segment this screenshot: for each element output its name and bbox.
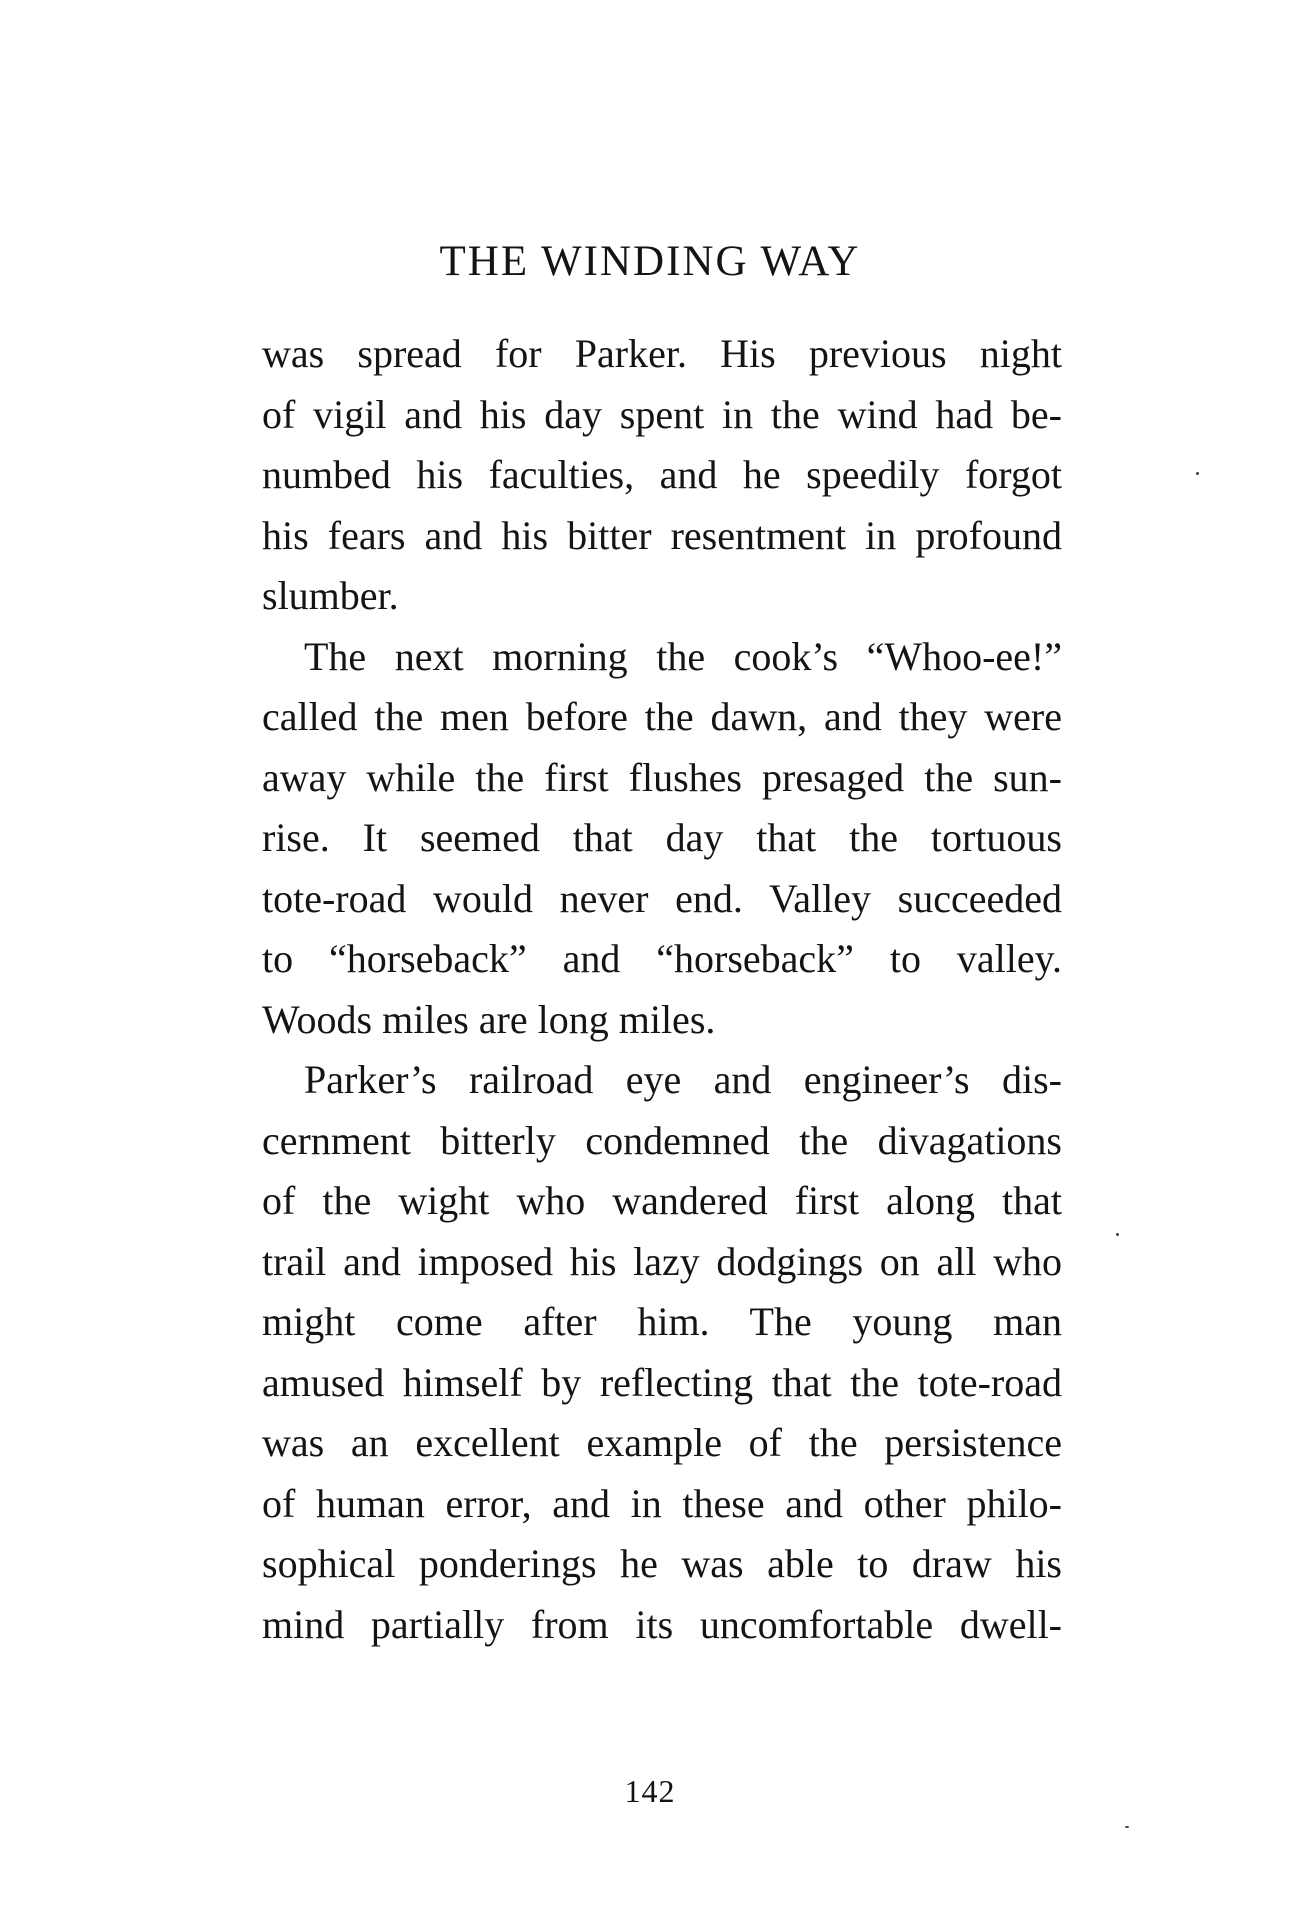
text-line: sophical ponderings he was able to draw his	[262, 1541, 1062, 1586]
text-line: might come after him. The young man	[262, 1299, 1062, 1344]
running-head: THE WINDING WAY	[439, 238, 861, 285]
text-line: Parker’s railroad eye and engineer’s dis-	[304, 1057, 1062, 1102]
text-line: slumber.	[262, 573, 399, 618]
text-line: tote-road would never end. Valley succeeded	[262, 875, 1062, 921]
text-line: The next morning the cook’s “Whoo-ee!”	[304, 633, 1062, 679]
page-number: 142	[624, 1773, 676, 1809]
text-line: was an excellent example of the persistence	[262, 1420, 1062, 1465]
text-line: of human error, and in these and other philo-	[262, 1480, 1062, 1526]
text-line: numbed his faculties, and he speedily forgot	[262, 452, 1062, 497]
text-line: cernment bitterly condemned the divagations	[262, 1117, 1062, 1163]
body-text	[262, 324, 1062, 1655]
text-line: Woods miles are long miles.	[262, 996, 716, 1042]
text-line: amused himself by reflecting that the tote-road	[262, 1359, 1062, 1405]
scan-speck	[1116, 1233, 1119, 1236]
text-line: to “horseback” and “horseback” to valley.	[262, 936, 1062, 981]
text-line: called the men before the dawn, and they were	[262, 694, 1062, 739]
text-line: mind partially from its uncomfortable dwell-	[262, 1601, 1062, 1647]
scan-speck	[1196, 472, 1199, 475]
text-line: his fears and his bitter resentment in profound	[262, 512, 1062, 558]
text-line: trail and imposed his lazy dodgings on all who	[262, 1238, 1062, 1284]
text-line: was spread for Parker. His previous night	[262, 331, 1062, 376]
text-line: rise. It seemed that day that the tortuous	[262, 815, 1062, 860]
text-line: of the wight who wandered first along that	[262, 1178, 1062, 1223]
scan-speck	[1125, 1826, 1129, 1828]
text-line: away while the first flushes presaged the sun-	[262, 754, 1062, 800]
text-line: of vigil and his day spent in the wind had be-	[262, 391, 1062, 437]
